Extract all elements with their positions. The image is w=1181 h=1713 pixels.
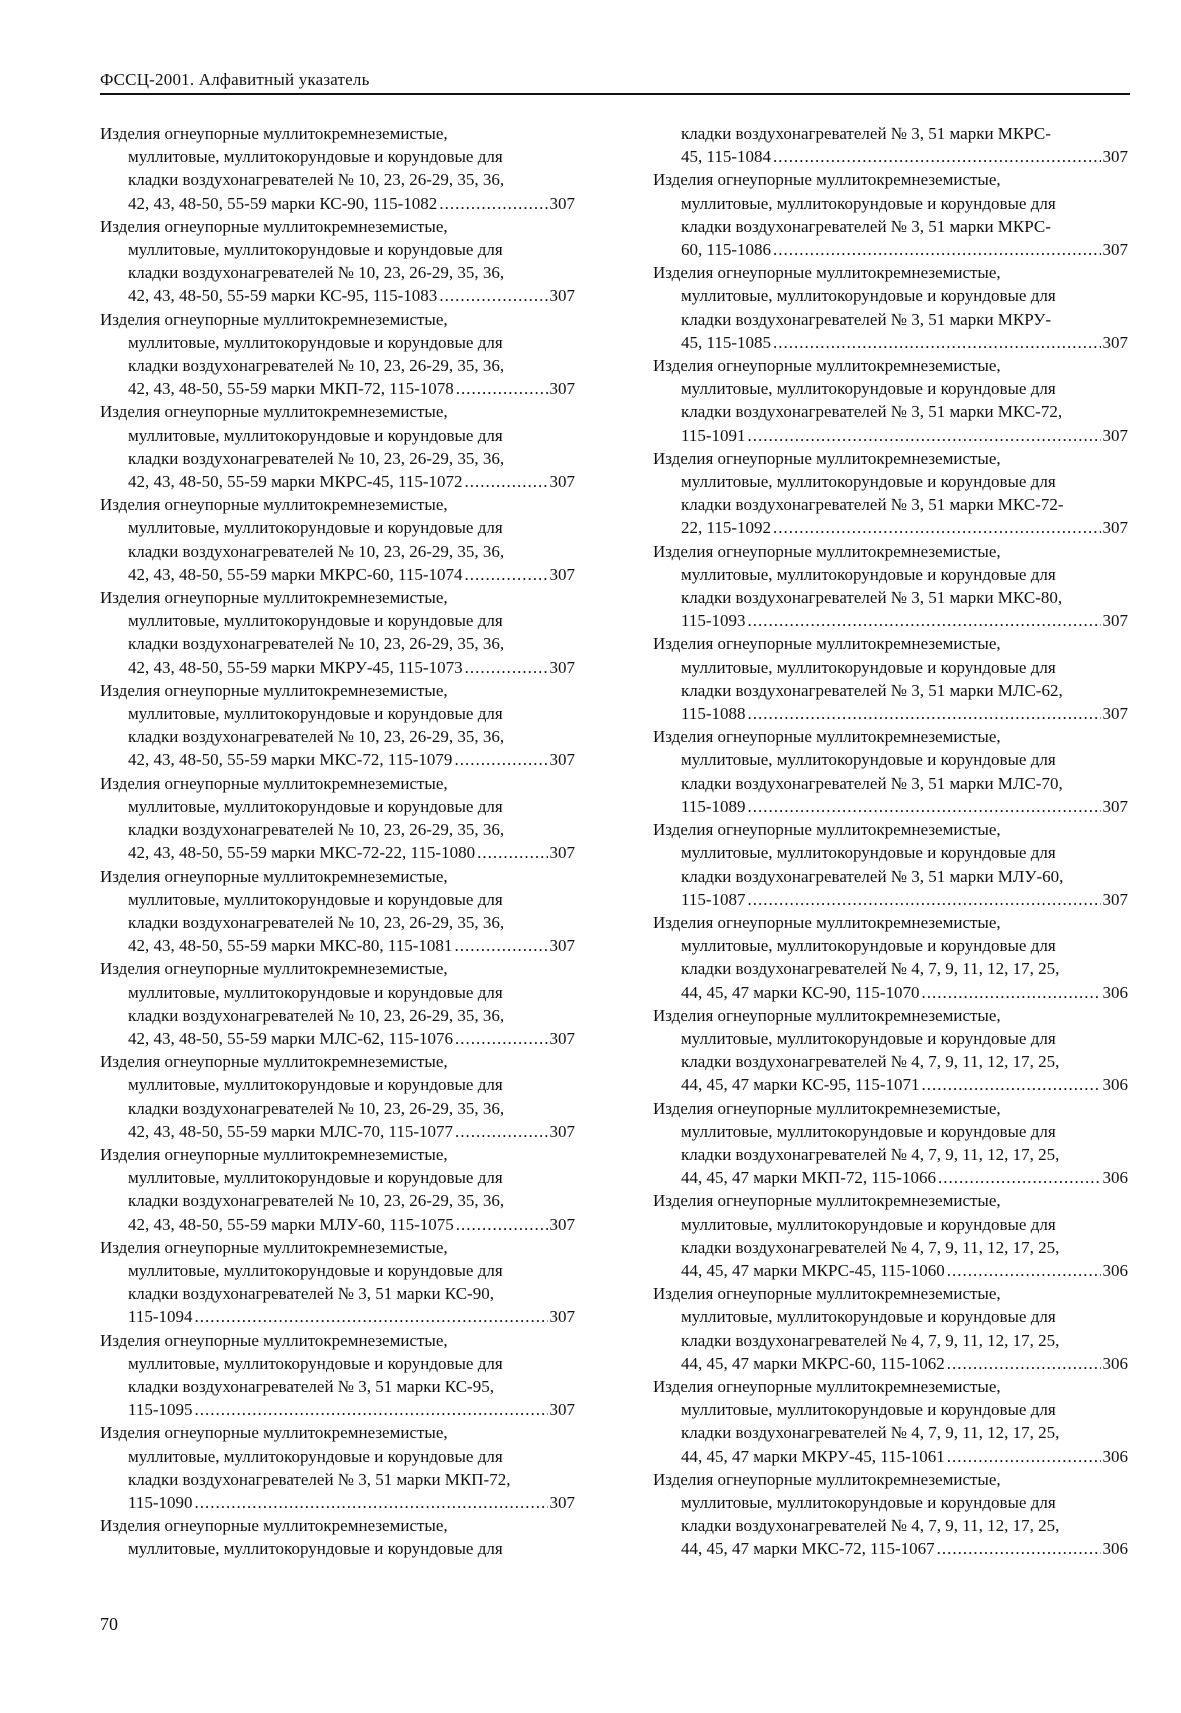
- index-entry: [653, 632, 1128, 725]
- entry-line: Изделия огнеупорные муллитокремнеземистые,: [100, 959, 448, 979]
- entry-line: кладки воздухонагревателей № 3, 51 марки МКРС-: [681, 124, 1051, 143]
- entry-line: кладки воздухонагревателей № 3, 51 марки КС-95,: [128, 1376, 494, 1396]
- index-entry: [653, 911, 1128, 1004]
- entry-page-ref: 307: [549, 1400, 575, 1420]
- entry-line: муллитовые, муллитокорундовые и корундовые для: [128, 1168, 503, 1188]
- entry-page-ref: 307: [549, 1121, 575, 1141]
- entry-line: муллитовые, муллитокорундовые и корундовые для: [128, 1075, 503, 1095]
- index-entry: [100, 1143, 575, 1236]
- entry-last-line: [653, 609, 1128, 632]
- entry-code: 42, 43, 48-50, 55-59 марки МКРС-45, 115-1072: [128, 472, 463, 492]
- entry-line: муллитовые, муллитокорундовые и корундовые для: [128, 704, 503, 724]
- entry-line: Изделия огнеупорные муллитокремнеземистые,: [100, 1144, 448, 1164]
- entry-line: муллитовые, муллитокорундовые и корундовые для: [128, 518, 503, 538]
- entry-code: 42, 43, 48-50, 55-59 марки МКРС-60, 115-1074: [128, 564, 463, 584]
- entry-line: кладки воздухонагревателей № 4, 7, 9, 11, 12, 17, 25,: [681, 1330, 1060, 1350]
- entry-line: Изделия огнеупорные муллитокремнеземистые,: [100, 216, 448, 236]
- entry-line: муллитовые, муллитокорундовые и корундовые для: [681, 1400, 1056, 1420]
- entry-code: 44, 45, 47 марки МКРУ-45, 115-1061: [681, 1446, 945, 1466]
- entry-line: муллитовые, муллитокорундовые и корундовые для: [681, 936, 1056, 956]
- dot-leader: [465, 656, 548, 679]
- entry-line: муллитовые, муллитокорундовые и корундовые для: [681, 286, 1056, 306]
- entry-last-line: [653, 331, 1128, 354]
- index-entry: [100, 122, 575, 215]
- entry-line: муллитовые, муллитокорундовые и корундовые для: [128, 240, 503, 260]
- index-entry: [100, 865, 575, 958]
- entry-page-ref: 307: [549, 1028, 575, 1048]
- entry-code: 44, 45, 47 марки КС-95, 115-1071: [681, 1075, 920, 1095]
- entry-line: кладки воздухонагревателей № 4, 7, 9, 11, 12, 17, 25,: [681, 959, 1060, 979]
- index-entry: [653, 1282, 1128, 1375]
- entry-page-ref: 307: [549, 657, 575, 677]
- entry-last-line: [100, 1305, 575, 1328]
- entry-page-ref: 307: [549, 472, 575, 492]
- dot-leader: [465, 470, 548, 493]
- entry-line: кладки воздухонагревателей № 4, 7, 9, 11, 12, 17, 25,: [681, 1423, 1060, 1443]
- index-entry: [653, 1375, 1128, 1468]
- entry-page-ref: 306: [1102, 1539, 1128, 1559]
- entry-page-ref: 306: [1102, 982, 1128, 1002]
- entry-line: кладки воздухонагревателей № 10, 23, 26-29, 35, 36,: [128, 1098, 505, 1118]
- entry-last-line: [100, 284, 575, 307]
- page-header: [100, 70, 1130, 95]
- entry-page-ref: 307: [1102, 611, 1128, 631]
- entry-last-line: [100, 1213, 575, 1236]
- entry-line: муллитовые, муллитокорундовые и корундовые для: [128, 1539, 503, 1559]
- index-entry: [653, 818, 1128, 911]
- entry-page-ref: 307: [549, 750, 575, 770]
- entry-last-line: [100, 470, 575, 493]
- entry-line: Изделия огнеупорные муллитокремнеземистые,: [653, 1469, 1001, 1489]
- dot-leader: [773, 145, 1100, 168]
- entry-line: кладки воздухонагревателей № 4, 7, 9, 11, 12, 17, 25,: [681, 1516, 1060, 1536]
- dot-leader: [439, 192, 547, 215]
- entry-code: 22, 115-1092: [681, 518, 772, 538]
- entry-line: Изделия огнеупорные муллитокремнеземистые,: [653, 1284, 1001, 1304]
- index-entry: [100, 957, 575, 1050]
- entry-line: муллитовые, муллитокорундовые и корундовые для: [681, 843, 1056, 863]
- entry-line: кладки воздухонагревателей № 10, 23, 26-29, 35, 36,: [128, 356, 505, 376]
- entry-page-ref: 307: [1102, 704, 1128, 724]
- entry-line: Изделия огнеупорные муллитокремнеземистые,: [100, 1052, 448, 1072]
- entry-last-line: [100, 563, 575, 586]
- dot-leader: [947, 1445, 1101, 1468]
- entry-code: 115-1090: [128, 1492, 193, 1512]
- dot-leader: [195, 1305, 548, 1328]
- entry-code: 115-1089: [681, 796, 746, 816]
- entry-line: муллитовые, муллитокорундовые и корундовые для: [681, 564, 1056, 584]
- entry-code: 42, 43, 48-50, 55-59 марки МКП-72, 115-1078: [128, 379, 454, 399]
- entry-line: Изделия огнеупорные муллитокремнеземистые,: [653, 912, 1001, 932]
- entry-line: кладки воздухонагревателей № 10, 23, 26-29, 35, 36,: [128, 820, 505, 840]
- entry-code: 115-1095: [128, 1400, 193, 1420]
- entry-code: 45, 115-1085: [681, 332, 772, 352]
- index-entry: [653, 1468, 1128, 1561]
- dot-leader: [439, 284, 547, 307]
- entry-line: муллитовые, муллитокорундовые и корундовые для: [681, 1028, 1056, 1048]
- entry-code: 42, 43, 48-50, 55-59 марки МЛУ-60, 115-1075: [128, 1214, 454, 1234]
- entry-line: Изделия огнеупорные муллитокремнеземистые,: [653, 727, 1001, 747]
- entry-page-ref: 307: [549, 286, 575, 306]
- entry-last-line: [100, 1398, 575, 1421]
- entry-line: кладки воздухонагревателей № 4, 7, 9, 11, 12, 17, 25,: [681, 1144, 1060, 1164]
- dot-leader: [454, 934, 547, 957]
- dot-leader: [937, 1537, 1101, 1560]
- entry-line: муллитовые, муллитокорундовые и корундовые для: [128, 1353, 503, 1373]
- entry-line: Изделия огнеупорные муллитокремнеземистые,: [100, 1423, 448, 1443]
- index-entry: [100, 400, 575, 493]
- entry-line: Изделия огнеупорные муллитокремнеземистые,: [100, 1330, 448, 1350]
- entry-code: 42, 43, 48-50, 55-59 марки МЛС-62, 115-1076: [128, 1028, 454, 1048]
- index-entry: [100, 308, 575, 401]
- entry-last-line: [100, 656, 575, 679]
- entry-code: 60, 115-1086: [681, 240, 772, 260]
- entry-last-line: [653, 424, 1128, 447]
- dot-leader: [748, 795, 1101, 818]
- entry-last-line: [653, 888, 1128, 911]
- dot-leader: [456, 377, 548, 400]
- dot-leader: [773, 331, 1100, 354]
- entry-code: 44, 45, 47 марки МКРС-45, 115-1060: [681, 1260, 945, 1280]
- dot-leader: [938, 1166, 1101, 1189]
- entry-code: 45, 115-1084: [681, 147, 772, 167]
- index-entry: [100, 1050, 575, 1143]
- header-title: ФССЦ-2001. Алфавитный указатель: [100, 70, 370, 89]
- entry-last-line: [100, 841, 575, 864]
- entry-line: муллитовые, муллитокорундовые и корундовые для: [681, 1214, 1056, 1234]
- entry-code: 42, 43, 48-50, 55-59 марки МКРУ-45, 115-1073: [128, 657, 463, 677]
- entry-last-line: [653, 1166, 1128, 1189]
- dot-leader: [195, 1491, 548, 1514]
- index-entry: [653, 122, 1128, 168]
- entry-line: Изделия огнеупорные муллитокремнеземистые,: [100, 1516, 448, 1536]
- entry-line: Изделия огнеупорные муллитокремнеземистые,: [100, 124, 448, 143]
- entry-line: муллитовые, муллитокорундовые и корундовые для: [128, 796, 503, 816]
- entry-last-line: [100, 748, 575, 771]
- index-entry: [653, 168, 1128, 261]
- entry-line: кладки воздухонагревателей № 10, 23, 26-29, 35, 36,: [128, 727, 505, 747]
- left-column: [100, 122, 575, 1561]
- entry-line: муллитовые, муллитокорундовые и корундовые для: [128, 1446, 503, 1466]
- entry-last-line: [100, 192, 575, 215]
- index-entry: [653, 1004, 1128, 1097]
- entry-last-line: [100, 1120, 575, 1143]
- entry-line: Изделия огнеупорные муллитокремнеземистые,: [653, 1376, 1001, 1396]
- index-entry: [100, 1236, 575, 1329]
- entry-code: 115-1093: [681, 611, 746, 631]
- index-entry: [100, 679, 575, 772]
- entry-line: Изделия огнеупорные муллитокремнеземистые,: [653, 820, 1001, 840]
- entry-code: 115-1088: [681, 704, 746, 724]
- entry-last-line: [100, 1491, 575, 1514]
- entry-code: 42, 43, 48-50, 55-59 марки МКС-72-22, 115-1080: [128, 843, 476, 863]
- dot-leader: [947, 1259, 1101, 1282]
- entry-line: кладки воздухонагревателей № 3, 51 марки МЛУ-60,: [681, 866, 1064, 886]
- entry-line: кладки воздухонагревателей № 3, 51 марки КС-90,: [128, 1284, 494, 1304]
- entry-last-line: [653, 516, 1128, 539]
- dot-leader: [455, 1027, 547, 1050]
- entry-line: кладки воздухонагревателей № 10, 23, 26-29, 35, 36,: [128, 263, 505, 283]
- entry-line: Изделия огнеупорные муллитокремнеземистые,: [100, 495, 448, 515]
- entry-line: кладки воздухонагревателей № 3, 51 марки МКП-72,: [128, 1469, 511, 1489]
- entry-code: 42, 43, 48-50, 55-59 марки МКС-72, 115-1079: [128, 750, 453, 770]
- entry-page-ref: 306: [1102, 1353, 1128, 1373]
- index-entry: [653, 354, 1128, 447]
- entry-line: кладки воздухонагревателей № 3, 51 марки МЛС-70,: [681, 773, 1063, 793]
- entry-line: Изделия огнеупорные муллитокремнеземистые,: [100, 680, 448, 700]
- entry-line: кладки воздухонагревателей № 3, 51 марки МКРУ-: [681, 309, 1051, 329]
- entry-page-ref: 307: [549, 936, 575, 956]
- entry-line: муллитовые, муллитокорундовые и корундовые для: [681, 1307, 1056, 1327]
- dot-leader: [748, 888, 1101, 911]
- entry-line: Изделия огнеупорные муллитокремнеземистые,: [100, 309, 448, 329]
- entry-code: 44, 45, 47 марки МКС-72, 115-1067: [681, 1539, 935, 1559]
- entry-page-ref: 307: [549, 379, 575, 399]
- dot-leader: [195, 1398, 548, 1421]
- entry-line: кладки воздухонагревателей № 3, 51 марки МКС-72,: [681, 402, 1063, 422]
- index-entry: [100, 1329, 575, 1422]
- entry-last-line: [653, 1259, 1128, 1282]
- entry-line: кладки воздухонагревателей № 10, 23, 26-29, 35, 36,: [128, 448, 505, 468]
- index-entry: [100, 772, 575, 865]
- entry-line: кладки воздухонагревателей № 10, 23, 26-29, 35, 36,: [128, 912, 505, 932]
- entry-code: 44, 45, 47 марки КС-90, 115-1070: [681, 982, 920, 1002]
- dot-leader: [465, 563, 548, 586]
- entry-page-ref: 307: [549, 1307, 575, 1327]
- entry-line: муллитовые, муллитокорундовые и корундовые для: [128, 147, 503, 167]
- dot-leader: [922, 1073, 1101, 1096]
- entry-page-ref: 307: [1102, 889, 1128, 909]
- entry-line: кладки воздухонагревателей № 3, 51 марки МКРС-: [681, 216, 1051, 236]
- dot-leader: [455, 1120, 547, 1143]
- entry-last-line: [653, 1537, 1128, 1560]
- entry-line: Изделия огнеупорные муллитокремнеземистые,: [653, 356, 1001, 376]
- entry-line: Изделия огнеупорные муллитокремнеземистые,: [100, 773, 448, 793]
- entry-page-ref: 307: [549, 843, 575, 863]
- entry-last-line: [653, 238, 1128, 261]
- dot-leader: [922, 981, 1101, 1004]
- entry-code: 115-1087: [681, 889, 746, 909]
- dot-leader: [748, 424, 1101, 447]
- entry-line: Изделия огнеупорные муллитокремнеземистые,: [653, 1191, 1001, 1211]
- page-number: 70: [100, 1614, 118, 1634]
- entry-line: Изделия огнеупорные муллитокремнеземистые,: [100, 588, 448, 608]
- entry-line: Изделия огнеупорные муллитокремнеземистые,: [100, 1237, 448, 1257]
- index-entry: [100, 586, 575, 679]
- entry-last-line: [653, 1352, 1128, 1375]
- dot-leader: [477, 841, 547, 864]
- entry-page-ref: 307: [1102, 796, 1128, 816]
- entry-page-ref: 307: [549, 1492, 575, 1512]
- entry-line: Изделия огнеупорные муллитокремнеземистые,: [653, 1005, 1001, 1025]
- entry-line: кладки воздухонагревателей № 4, 7, 9, 11, 12, 17, 25,: [681, 1052, 1060, 1072]
- entry-line: Изделия огнеупорные муллитокремнеземистые,: [653, 541, 1001, 561]
- entry-line: муллитовые, муллитокорундовые и корундовые для: [128, 982, 503, 1002]
- entry-last-line: [653, 1445, 1128, 1468]
- entry-code: 42, 43, 48-50, 55-59 марки МЛС-70, 115-1077: [128, 1121, 454, 1141]
- entry-line: муллитовые, муллитокорундовые и корундовые для: [681, 379, 1056, 399]
- entry-last-line: [100, 1027, 575, 1050]
- index-entry: [653, 1097, 1128, 1190]
- entry-page-ref: 307: [1102, 332, 1128, 352]
- entry-line: кладки воздухонагревателей № 4, 7, 9, 11, 12, 17, 25,: [681, 1237, 1060, 1257]
- index-entry: [653, 447, 1128, 540]
- entry-code: 115-1091: [681, 425, 746, 445]
- entry-line: Изделия огнеупорные муллитокремнеземистые,: [100, 866, 448, 886]
- dot-leader: [773, 516, 1100, 539]
- entry-line: Изделия огнеупорные муллитокремнеземистые,: [653, 634, 1001, 654]
- entry-page-ref: 306: [1102, 1260, 1128, 1280]
- entry-code: 42, 43, 48-50, 55-59 марки КС-95, 115-1083: [128, 286, 438, 306]
- entry-line: муллитовые, муллитокорундовые и корундовые для: [681, 657, 1056, 677]
- entry-page-ref: 307: [1102, 425, 1128, 445]
- entry-line: муллитовые, муллитокорундовые и корундовые для: [681, 750, 1056, 770]
- entry-page-ref: 307: [549, 1214, 575, 1234]
- entry-line: муллитовые, муллитокорундовые и корундовые для: [128, 332, 503, 352]
- entry-line: кладки воздухонагревателей № 3, 51 марки МЛС-62,: [681, 680, 1063, 700]
- entry-line: Изделия огнеупорные муллитокремнеземистые,: [100, 402, 448, 422]
- entry-page-ref: 306: [1102, 1168, 1128, 1188]
- entry-code: 44, 45, 47 марки МКП-72, 115-1066: [681, 1168, 936, 1188]
- entry-code: 42, 43, 48-50, 55-59 марки МКС-80, 115-1081: [128, 936, 453, 956]
- entry-last-line: [100, 934, 575, 957]
- entry-line: Изделия огнеупорные муллитокремнеземистые,: [653, 1098, 1001, 1118]
- index-entry: [100, 215, 575, 308]
- entry-line: Изделия огнеупорные муллитокремнеземистые,: [653, 263, 1001, 283]
- entry-page-ref: 307: [1102, 147, 1128, 167]
- entry-code: 42, 43, 48-50, 55-59 марки КС-90, 115-1082: [128, 193, 438, 213]
- dot-leader: [748, 609, 1101, 632]
- entry-last-line: [100, 377, 575, 400]
- entry-page-ref: 307: [1102, 240, 1128, 260]
- entry-line: муллитовые, муллитокорундовые и корундовые для: [681, 193, 1056, 213]
- entry-line: кладки воздухонагревателей № 10, 23, 26-29, 35, 36,: [128, 1005, 505, 1025]
- entry-page-ref: 307: [1102, 518, 1128, 538]
- header-rule: [100, 93, 1130, 95]
- entry-line: муллитовые, муллитокорундовые и корундовые для: [681, 472, 1056, 492]
- entry-line: Изделия огнеупорные муллитокремнеземистые,: [653, 448, 1001, 468]
- entry-line: кладки воздухонагревателей № 10, 23, 26-29, 35, 36,: [128, 634, 505, 654]
- entry-page-ref: 307: [549, 564, 575, 584]
- entry-last-line: [653, 981, 1128, 1004]
- entry-line: кладки воздухонагревателей № 10, 23, 26-29, 35, 36,: [128, 541, 505, 561]
- dot-leader: [456, 1213, 548, 1236]
- entry-line: кладки воздухонагревателей № 3, 51 марки МКС-80,: [681, 588, 1063, 608]
- index-entry: [100, 1514, 575, 1560]
- entry-page-ref: 306: [1102, 1446, 1128, 1466]
- index-entry: [653, 1189, 1128, 1282]
- entry-last-line: [653, 145, 1128, 168]
- index-entry: [653, 261, 1128, 354]
- index-entry: [100, 493, 575, 586]
- entry-page-ref: 306: [1102, 1075, 1128, 1095]
- entry-last-line: [653, 702, 1128, 725]
- entry-line: кладки воздухонагревателей № 3, 51 марки МКС-72-: [681, 495, 1064, 515]
- right-column: [653, 122, 1128, 1561]
- index-entry: [653, 725, 1128, 818]
- entry-line: Изделия огнеупорные муллитокремнеземистые,: [653, 170, 1001, 190]
- entry-page-ref: 307: [549, 193, 575, 213]
- entry-line: кладки воздухонагревателей № 10, 23, 26-29, 35, 36,: [128, 170, 505, 190]
- entry-last-line: [653, 1073, 1128, 1096]
- entry-line: муллитовые, муллитокорундовые и корундовые для: [681, 1121, 1056, 1141]
- entry-code: 44, 45, 47 марки МКРС-60, 115-1062: [681, 1353, 945, 1373]
- entry-last-line: [653, 795, 1128, 818]
- dot-leader: [773, 238, 1100, 261]
- entry-line: кладки воздухонагревателей № 10, 23, 26-29, 35, 36,: [128, 1191, 505, 1211]
- dot-leader: [748, 702, 1101, 725]
- entry-line: муллитовые, муллитокорундовые и корундовые для: [128, 1260, 503, 1280]
- entry-line: муллитовые, муллитокорундовые и корундовые для: [681, 1492, 1056, 1512]
- entry-line: муллитовые, муллитокорундовые и корундовые для: [128, 611, 503, 631]
- dot-leader: [454, 748, 547, 771]
- entry-line: муллитовые, муллитокорундовые и корундовые для: [128, 889, 503, 909]
- entry-code: 115-1094: [128, 1307, 193, 1327]
- index-entry: [653, 540, 1128, 633]
- entry-line: муллитовые, муллитокорундовые и корундовые для: [128, 425, 503, 445]
- index-entry: [100, 1421, 575, 1514]
- dot-leader: [947, 1352, 1101, 1375]
